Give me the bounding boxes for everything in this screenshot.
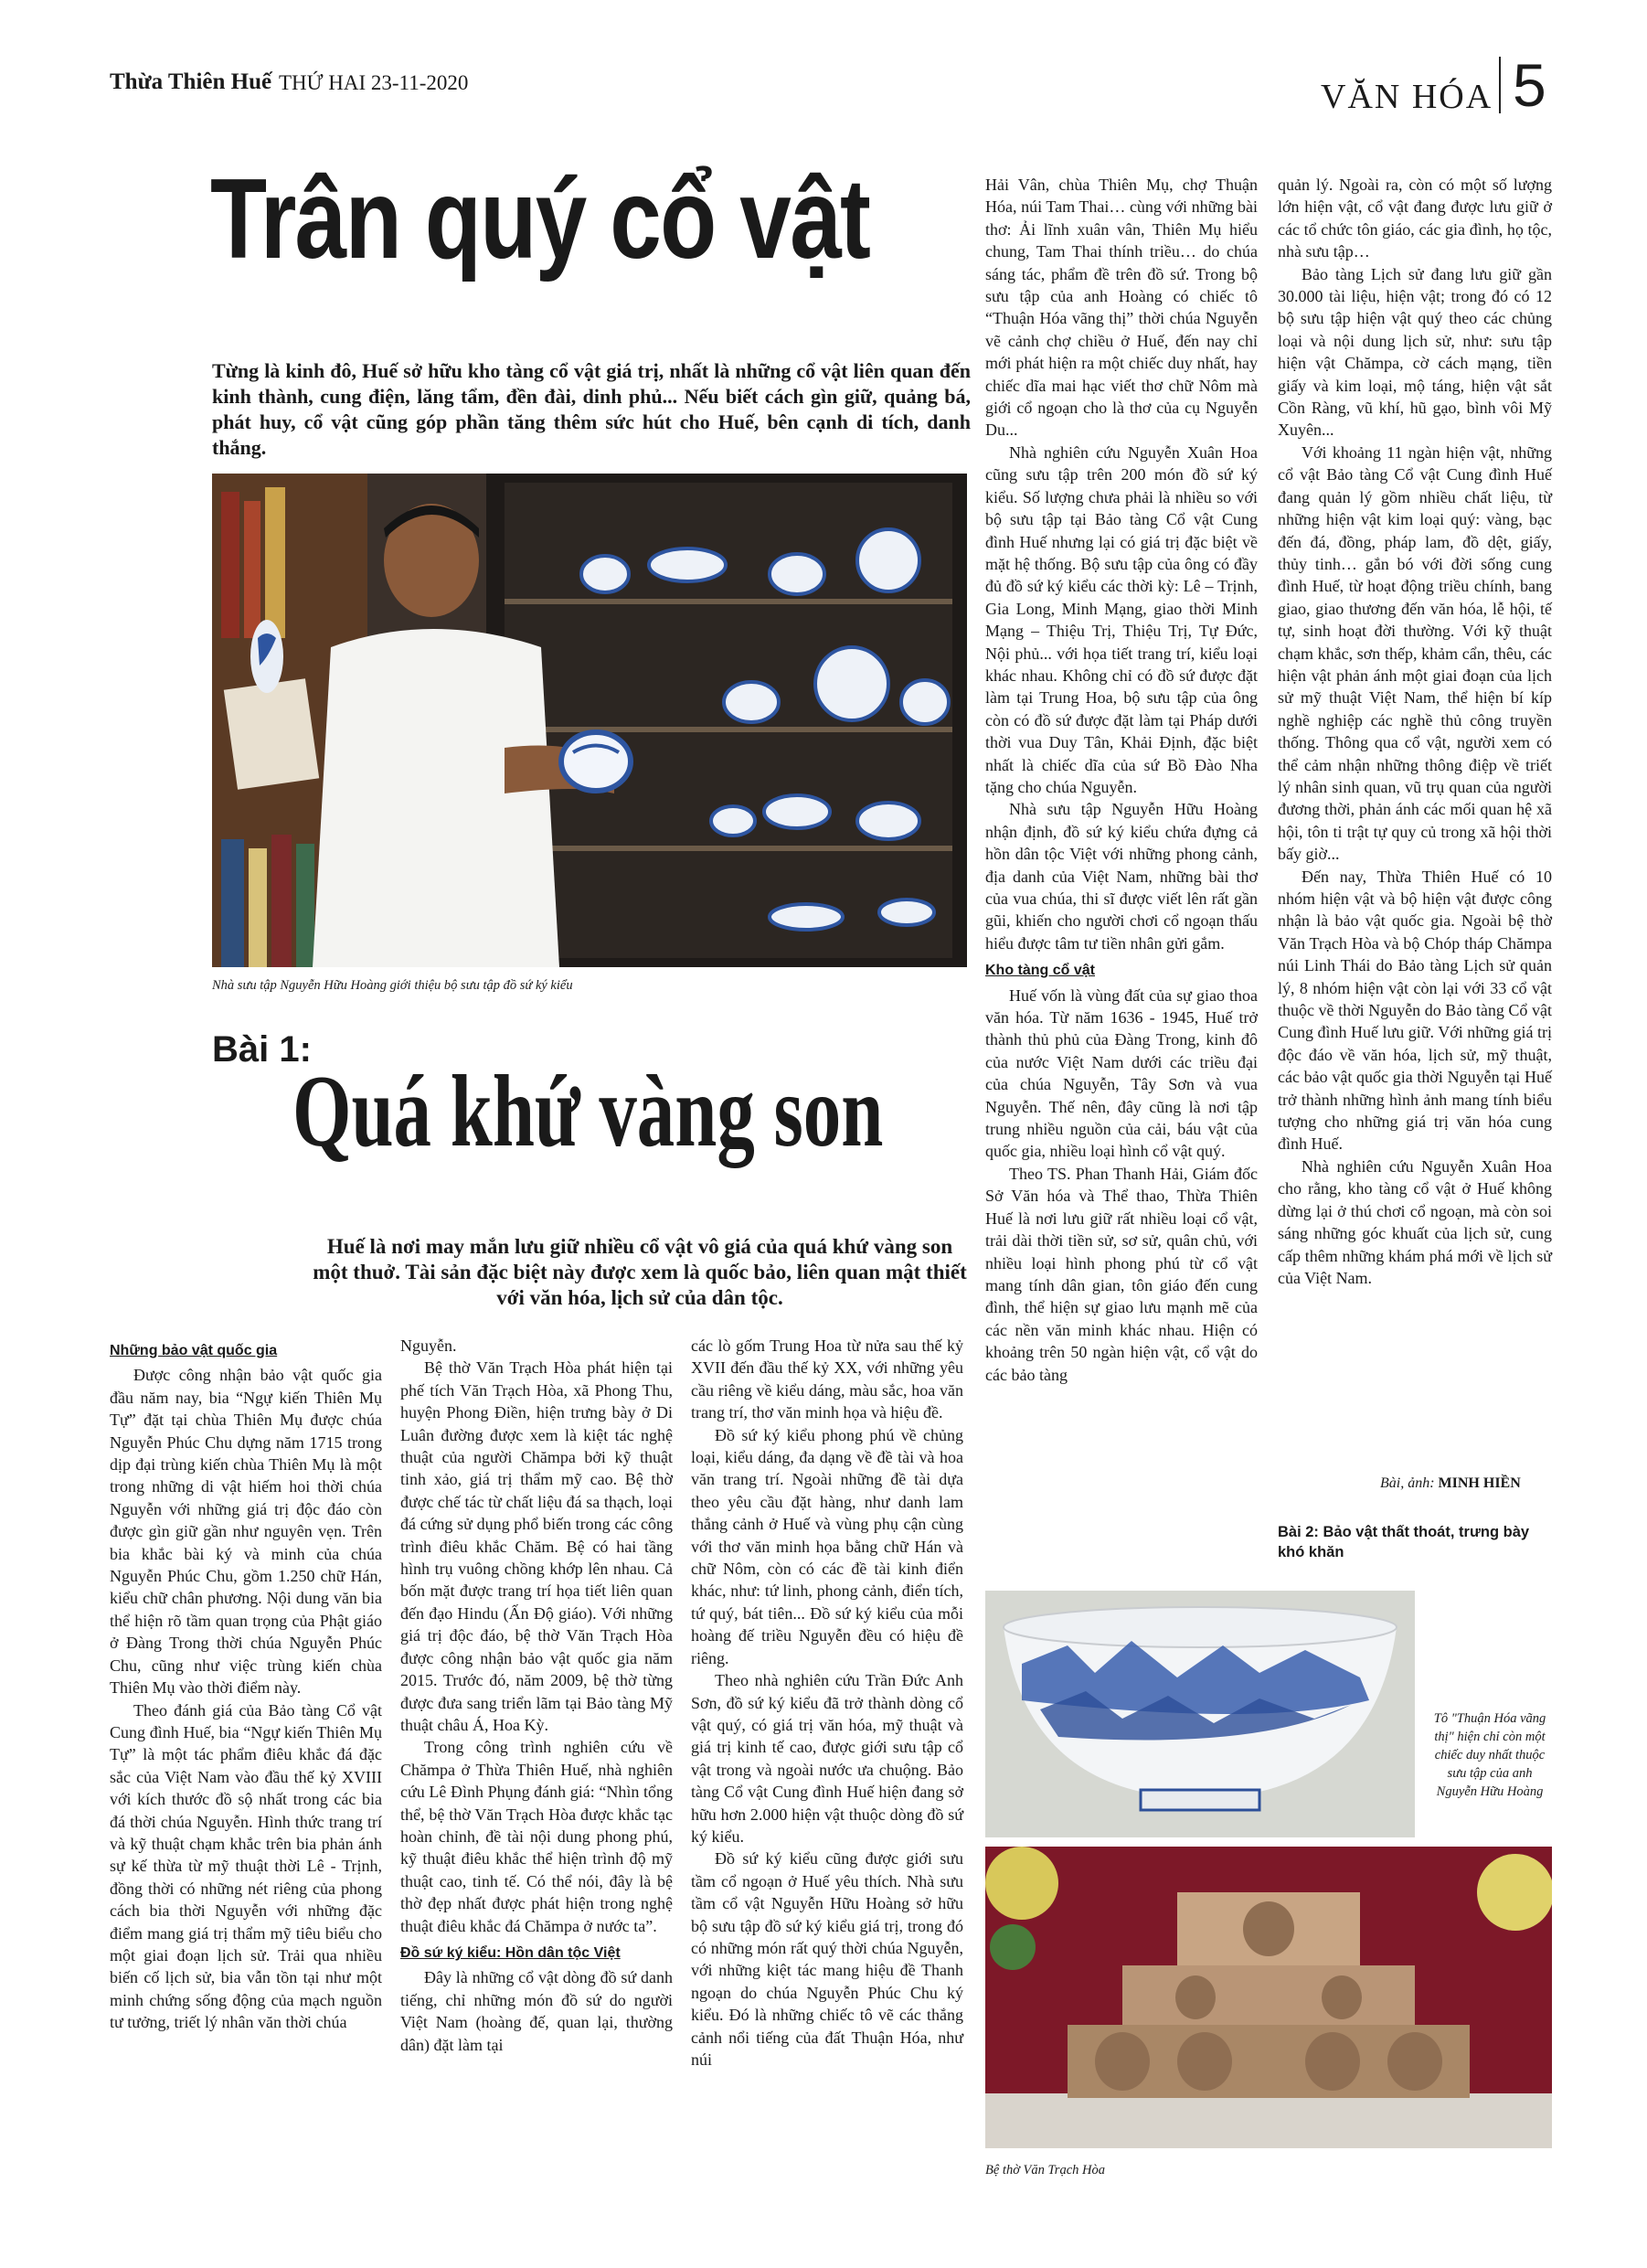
newspaper-name: Thừa Thiên Huế [110,69,272,94]
collector-photo [212,474,967,967]
headline-lede: Từng là kinh đô, Huế sở hữu kho tàng cổ vật giá trị, nhất là những cổ vật liên quan đến kinh thành, cung điện, lăng tẩm, đền đài, dinh phủ... Nếu biết cách gìn giữ, quảng bá, phát huy, cổ vật cũng góp phần tăng thêm sức hút cho Huế, bên cạnh di tích, danh thắng. [212,359,971,459]
paragraph: các lò gốm Trung Hoa từ nửa sau thế kỷ XVII đến đầu thế kỷ XX, với những yêu cầu riêng về kiểu dáng, màu sắc, hoa văn trang trí, thơ văn minh họa và hiệu đề. [691,1336,963,1422]
paragraph: Với khoảng 11 ngàn hiện vật, những cổ vật Bảo tàng Cổ vật Cung đình Huế đang quản lý gồm nhiều chất liệu, từ những hiện vật kim loại quý: vàng, bạc đến đá, đồng, pháp lam, đồ dệt, giấy, thủy tinh… gắn bó với đời sống cung đình Huế, từ hoạt động triều chính, bang giao, giao thương đến văn hóa, lễ hội, tế tự, sinh hoạt đời thường. Với kỹ thuật chạm khắc, sơn thếp, khảm cẩn, thêu, các hiện vật phản ánh một giai đoạn của lịch sử mỹ thuật Việt Nam, thể hiện bí kíp nghề nghiệp các nghề thủ công truyền thống. Thông qua cổ vật, người xem có thể cảm nhận những thông điệp về triết lý nhân sinh quan, vũ trụ quan của người đương thời, phản ánh các mối quan hệ xã hội, tôn ti trật tự quy củ trong xã hội thời bấy giờ... [1278,442,1552,864]
article-column-3 [691,1335,963,2071]
section-heading: Những bảo vật quốc gia [110,1343,278,1358]
article-column-5 [1278,174,1552,1289]
article-column-4 [985,174,1258,1386]
collector-photo-caption: Nhà sưu tập Nguyễn Hữu Hoàng giới thiệu bộ sưu tập đồ sứ ký kiểu [212,978,573,993]
paragraph: Đây là những cổ vật dòng đồ sứ danh tiếng, chỉ những món đồ sứ do người Việt Nam (hoàng đế, quan lại, thường dân) đặt làm tại [400,1968,673,2054]
part-label: Bài 1: [212,1029,312,1070]
bowl-photo [985,1591,1415,1837]
paragraph: Đến nay, Thừa Thiên Huế có 10 nhóm hiện vật và bộ hiện vật được công nhận là bảo vật quốc gia. Ngoài bệ thờ Văn Trạch Hòa và bộ Chóp tháp Chămpa núi Linh Thái do Bảo tàng Lịch sử quản lý, 8 nhóm hiện vật còn lại với 33 cổ vật thuộc về thời Nguyễn do Bảo tàng Cổ vật Cung đình Huế lưu giữ. Với những giá trị độc đáo về văn hóa, lịch sử, mỹ thuật, các bảo vật quốc gia thời Nguyễn tại Huế trở thành những hình ảnh mang tính biểu tượng cho những giá trị văn hóa cung đình Huế. [1278,867,1552,1154]
section-heading: Đồ sứ ký kiểu: Hồn dân tộc Việt [400,1944,621,1961]
paragraph: Nguyễn. [400,1336,457,1355]
bowl-photo-caption: Tô "Thuận Hóa vãng thị" hiện chỉ còn một chiếc duy nhất thuộc sưu tập của anh Nguyễn Hữu Hoàng [1433,1711,1546,1799]
bowl-photo-illustration [985,1591,1415,1837]
paragraph: Trong công trình nghiên cứu về Chămpa ở Thừa Thiên Huế, nhà nghiên cứu Lê Đình Phụng đánh giá: “Nhìn tổng thể, bệ thờ Văn Trạch Hòa được khắc tạc hoàn chỉnh, đề tài nội dung phong phú, kỹ thuật điêu khắc thể hiện trình độ mỹ thuật cao, tinh tế. Có thể nói, đây là bệ thờ đẹp nhất được phát hiện trong nghệ thuật điêu khắc đá Chămpa ở nước ta”. [400,1738,673,1935]
paragraph: Theo đánh giá của Bảo tàng Cổ vật Cung đình Huế, bia “Ngự kiến Thiên Mụ Tự” là một tác phẩm điêu khắc đá đặc sắc của Việt Nam vào đầu thế kỷ XVIII với kích thước đồ sộ nhất trong các bia đá thời chúa Nguyễn. Hình thức trang trí và kỹ thuật chạm khắc trên bia phản ánh sự kế thừa từ mỹ thuật thời Lê - Trịnh, đồng thời có những nét riêng của phong cách bia thời Nguyễn với những đặc điểm mang giá trị thẩm mỹ tiêu biểu cho một giai đoạn lịch sử. Trải qua nhiều biến cố lịch sử, bia vẫn tồn tại như một minh chứng sống động của mạch nguồn tư tưởng, triết lý nhân văn thời chúa [110,1700,382,2032]
collector-photo-illustration [212,474,967,967]
paragraph: Theo nhà nghiên cứu Trần Đức Anh Sơn, đồ sứ ký kiểu đã trở thành dòng cổ vật quý, có giá trị văn hóa, mỹ thuật và giá trị kinh tế cao, được giới sưu tập cổ vật trong và ngoài nước ưa chuộng. Bảo tàng Cổ vật Cung đình Huế hiện đang sở hữu hơn 2.000 hiện vật thuộc dòng đồ sứ ký kiểu. [691,1671,963,1846]
altar-photo [985,1847,1552,2148]
paragraph: Nhà nghiên cứu Nguyễn Xuân Hoa cũng sưu tập trên 200 món đồ sứ ký kiểu. Số lượng chưa phải là nhiều so với bộ sưu tập tại Bảo tàng Cổ vật Cung đình Huế nhưng lại có giá trị đặc biệt về mặt hệ thống. Bộ sưu tập của ông có đầy đủ đồ sứ ký kiểu các thời kỳ: Lê – Trịnh, Gia Long, Minh Mạng, giao thời Minh Mạng – Thiệu Trị, Thiệu Trị, Tự Đức, Nội phủ... với họa tiết trang trí, kiểu loại khác nhau. Không chỉ có đồ sứ được đặt làm tại Trung Hoa, bộ sưu tập của ông còn có đồ sứ được đặt làm tại Pháp dưới thời vua Duy Tân, Khải Định, đặc biệt nhất là chiếc dĩa của sứ Bồ Đào Nha tặng cho chúa Nguyễn. [985,442,1258,796]
paragraph: quản lý. Ngoài ra, còn có một số lượng lớn hiện vật, cổ vật đang được lưu giữ ở các tổ chức tôn giáo, các gia đình, họ tộc, nhà sưu tập… [1278,176,1552,261]
next-part-teaser: Bài 2: Bảo vật thất thoát, trưng bày khó khăn [1278,1524,1530,1560]
paragraph: Đồ sứ ký kiểu cũng được giới sưu tầm cổ ngoạn ở Huế yêu thích. Nhà sưu tầm cổ vật Nguyễn Hữu Hoàng sở hữu bộ sưu tập đồ sứ ký kiểu giá trị, trong đó có những món rất quý thời chúa Nguyễn, với những kiệt tác mang hiệu đề Thanh ngoạn do chúa Nguyễn Phúc Chu ký kiểu. Đó là những chiếc tô vẽ các thắng cảnh nổi tiếng của đất Thuận Hóa, như núi [691,1849,963,2069]
paragraph: Bệ thờ Văn Trạch Hòa phát hiện tại phế tích Văn Trạch Hòa, xã Phong Thu, huyện Phong Điền, hiện trưng bày ở Di Luân đường được xem là kiệt tác nghệ thuật của người Chămpa bởi kỹ thuật tinh xảo, giá trị thẩm mỹ cao. Bệ thờ được chế tác từ chất liệu đá sa thạch, loại đá cứng sử dụng phổ biến trong các công trình điêu khắc Chăm. Bệ có hai tầng hình trụ vuông chồng khớp lên nhau. Cả bốn mặt được trang trí họa tiết liên quan đến đạo Hindu (Ấn Độ giáo). Với những giá trị độc đáo, bệ thờ Văn Trạch Hòa được công nhận bảo vật quốc gia năm 2015. Trước đó, năm 2009, bệ thờ từng được đưa sang triển lãm tại Bảo tàng Mỹ thuật châu Á, Hoa Kỳ. [400,1358,673,1734]
byline [1380,1475,1521,1492]
issue-date: THỨ HAI 23-11-2020 [279,71,469,94]
section-name: VĂN HÓA [1321,78,1493,116]
part-title: Quá khứ vàng son [292,1055,884,1168]
main-headline: Trân quý cổ vật [210,156,870,282]
section-heading: Kho tàng cổ vật [985,963,1096,979]
byline-prefix: Bài, ảnh: [1380,1475,1435,1491]
altar-photo-illustration [985,1847,1552,2148]
article-column-1 [110,1335,382,2034]
paragraph: Hải Vân, chùa Thiên Mụ, chợ Thuận Hóa, núi Tam Thai… cùng với những bài thơ: Ải lĩnh xuân vân, Thiên Mụ hiểu chung, Tam Thai thính triều… do chúa sáng tác, phẩm đề trên đồ sứ. Trong bộ sưu tập của anh Hoàng có chiếc tô “Thuận Hóa vãng thị” thời chúa Nguyễn vẽ cảnh chợ chiều ở Huế, đến nay chỉ mới phát hiện ra một chiếc duy nhất, hay chiếc dĩa mai hạc viết thơ chữ Nôm mà giới cổ ngoạn cho là thơ của cụ Nguyễn Du... [985,176,1258,440]
paragraph: Theo TS. Phan Thanh Hải, Giám đốc Sở Văn hóa và Thể thao, Thừa Thiên Huế là nơi lưu giữ rất nhiều loại cổ vật, trải dài thời tiền sử, sơ sử, quân chủ, với nhiều loại hình phong phú từ cổ vật mang tính dân gian, tôn giáo đến cung đình, thể hiện sự giao lưu mạnh mẽ của các nền văn minh khác nhau. Hiện có khoảng trên 50 ngàn hiện vật, cổ vật do các bảo tàng [985,1164,1258,1384]
paragraph: Đồ sứ ký kiểu phong phú về chủng loại, kiểu dáng, đa dạng về đề tài và hoa văn trang trí. Ngoài những đề tài dựa theo yêu cầu đặt hàng, như danh lam thắng cảnh ở Huế và vùng phụ cận cùng với thơ văn minh họa bằng chữ Hán và chữ Nôm, còn có các đề tài kinh điển khác, như: tứ linh, phong cảnh, điển tích, tứ quý, bát tiên... Đồ sứ ký kiểu của mỗi hoàng đế triều Nguyễn đều có hiệu đề riêng. [691,1425,963,1667]
part-lede: Huế là nơi may mắn lưu giữ nhiều cổ vật vô giá của quá khứ vàng son một thuở. Tài sản đặc biệt này được xem là quốc bảo, liên quan mật thiết với văn hóa, lịch sử của dân tộc. [313,1235,967,1309]
paragraph: Được công nhận bảo vật quốc gia đầu năm nay, bia “Ngự kiến Thiên Mụ Tự” đặt tại chùa Thiên Mụ được chúa Nguyễn Phúc Chu dựng năm 1715 trong dịp đại trùng kiến chùa Thiên Mụ là một trong những di vật hiếm hoi thời chúa Nguyễn với những giá trị độc đáo còn được gìn giữ gần như nguyên vẹn. Trên bia khắc bài ký và minh của chúa Nguyễn Phúc Chu, gồm 1.250 chữ Hán, kiểu chữ chân phương. Nội dung văn bia thể hiện rõ tầm quan trọng của Phật giáo ở Đàng Trong thời chúa Nguyễn Phúc Chu, cũng như việc trùng kiến chùa Thiên Mụ vào thời điểm này. [110,1366,382,1698]
article-column-2 [400,1335,673,2056]
paragraph: Huế vốn là vùng đất của sự giao thoa văn hóa. Từ năm 1636 - 1945, Huế trở thành thủ phủ của Đàng Trong, kinh đô của nước Việt Nam dưới các triều đại của chúa Nguyễn, Tây Sơn và vua Nguyễn. Thế nên, đây cũng là nơi tập trung nhiều nguồn của cải, báu vật của quốc gia, nhiều loại hình cổ vật quý. [985,985,1258,1161]
byline-author: MINH HIỀN [1438,1475,1521,1491]
paragraph: Nhà sưu tập Nguyễn Hữu Hoàng nhận định, đồ sứ ký kiểu chứa đựng cả hồn dân tộc Việt với những phong cảnh, địa danh của Việt Nam, những bài thơ của vua chúa, thi sĩ được viết lên rất gần gũi, khiến cho người chơi cổ ngoạn thấu hiểu được tâm tư tiền nhân gửi gắm. [985,800,1258,953]
section-divider [1499,57,1501,113]
paragraph: Bảo tàng Lịch sử đang lưu giữ gần 30.000 tài liệu, hiện vật; trong đó có 12 bộ sưu tập hiện vật quý theo các chủng loại và nội dung lịch sử, như: sưu tập hiện vật Chămpa, cờ cách mạng, tiền giấy và kim loại, mộ táng, hiện vật sắt Cồn Ràng, vũ khí, hũ gạo, bình vôi Mỹ Xuyên... [1278,264,1552,440]
paragraph: Nhà nghiên cứu Nguyễn Xuân Hoa cho rằng, kho tàng cổ vật ở Huế không dừng lại ở thú chơi cổ ngoạn, mà còn soi sáng những góc khuất của lịch sử, cung cấp thêm những khám phá mới về lịch sử của Việt Nam. [1278,1156,1552,1287]
page-number: 5 [1513,51,1546,119]
altar-photo-caption: Bệ thờ Văn Trạch Hòa [985,2163,1105,2177]
